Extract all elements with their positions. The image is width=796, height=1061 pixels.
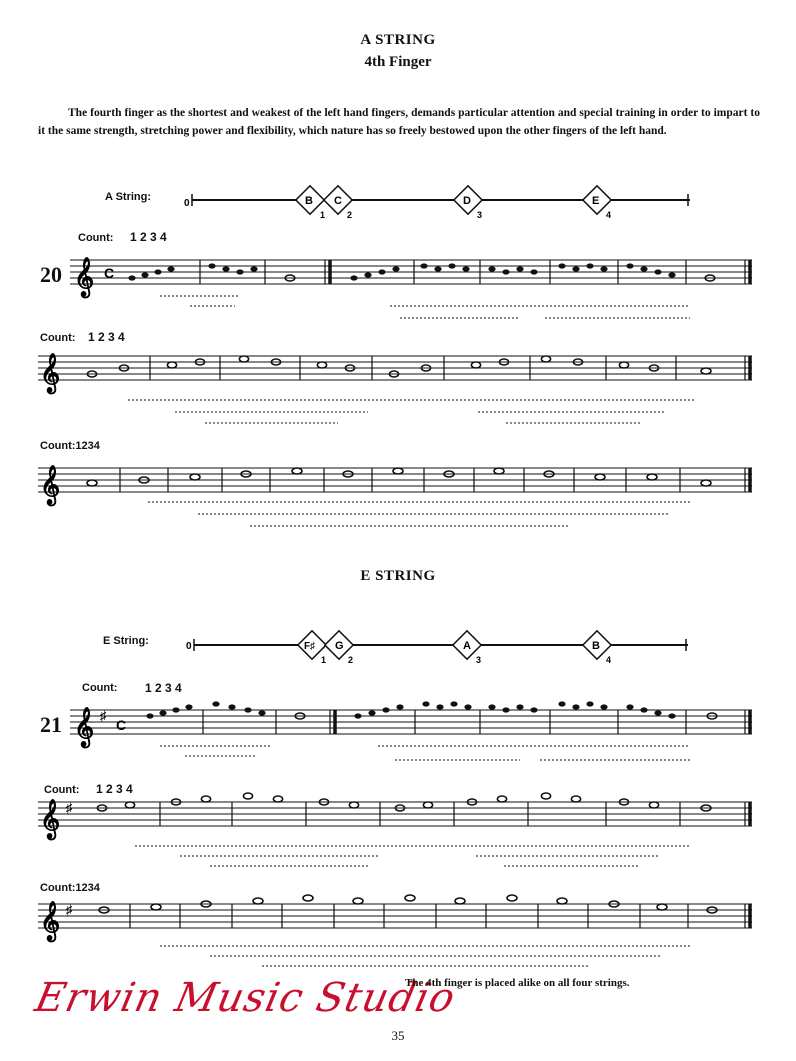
open-string-marker: 0 bbox=[184, 198, 190, 209]
intro-paragraph: The fourth finger as the shortest and weakest of the left hand fingers, demands particular attention and special training in order to impart to it the same strength, stretching power and flexibility, which nature has so freely bestowed upon the other fingers of the left hand. bbox=[38, 107, 760, 137]
a-string-staff-systems bbox=[0, 240, 796, 540]
svg-text:𝄞: 𝄞 bbox=[40, 902, 61, 940]
a-string-label: A String: bbox=[105, 191, 152, 203]
svg-text:𝄞: 𝄞 bbox=[40, 354, 61, 392]
section-subtitle: 4th Finger bbox=[364, 54, 432, 70]
count-beats: 1 2 3 4 bbox=[145, 681, 182, 695]
e-string-fingerboard-diagram bbox=[0, 625, 796, 670]
finger-number: 1 bbox=[320, 210, 326, 220]
svg-text:♯: ♯ bbox=[66, 902, 73, 917]
count-label: Count: bbox=[82, 682, 118, 694]
svg-text:4: 4 bbox=[606, 655, 612, 665]
finger-number: 2 bbox=[347, 210, 353, 220]
svg-text:𝄞: 𝄞 bbox=[40, 800, 61, 838]
finger-number: 4 bbox=[606, 210, 612, 220]
e-string-label: E String: bbox=[103, 635, 149, 647]
svg-text:♯: ♯ bbox=[66, 800, 73, 815]
a-string-fingerboard-diagram bbox=[0, 180, 796, 225]
footnote-caption: The 4th finger is placed alike on all four strings. bbox=[405, 977, 630, 989]
count-label: Count: bbox=[40, 332, 76, 344]
svg-text:C: C bbox=[104, 265, 115, 281]
note-diamond-c: C bbox=[334, 195, 342, 207]
watermark-logo: Erwin Music Studio bbox=[31, 975, 460, 1021]
svg-text:𝄞: 𝄞 bbox=[74, 708, 95, 746]
count-label: Count:1234 bbox=[40, 882, 100, 894]
e-string-staff-systems bbox=[0, 690, 796, 980]
svg-text:1: 1 bbox=[321, 655, 327, 665]
note-diamond-b: B bbox=[592, 640, 600, 652]
note-diamond-a: A bbox=[463, 640, 471, 652]
count-label: Count:1234 bbox=[40, 440, 100, 452]
count-beats: 1 2 3 4 bbox=[88, 330, 125, 344]
finger-number: 3 bbox=[477, 210, 483, 220]
note-diamond-f-sharp: F♯ bbox=[304, 641, 316, 652]
svg-text:3: 3 bbox=[476, 655, 482, 665]
svg-text:C: C bbox=[116, 717, 127, 733]
page-number: 35 bbox=[391, 1028, 405, 1043]
count-label: Count: bbox=[78, 232, 114, 244]
note-diamond-g: G bbox=[335, 640, 344, 652]
note-diamond-d: D bbox=[463, 195, 471, 207]
note-diamond-e: E bbox=[592, 195, 600, 207]
count-label: Count: bbox=[44, 784, 80, 796]
note-diamond-b: B bbox=[305, 195, 313, 207]
svg-text:𝄞: 𝄞 bbox=[74, 258, 95, 296]
count-beats: 1 2 3 4 bbox=[130, 230, 167, 244]
count-beats: 1 2 3 4 bbox=[96, 782, 133, 796]
svg-text:2: 2 bbox=[348, 655, 354, 665]
svg-text:𝄞: 𝄞 bbox=[40, 466, 61, 504]
section-title-a: A STRING bbox=[360, 32, 436, 48]
svg-text:♯: ♯ bbox=[100, 708, 107, 723]
exercise-number: 20 bbox=[40, 262, 62, 287]
section-title-e: E STRING bbox=[360, 568, 436, 584]
svg-text:0: 0 bbox=[186, 641, 192, 652]
exercise-number: 21 bbox=[40, 712, 62, 737]
